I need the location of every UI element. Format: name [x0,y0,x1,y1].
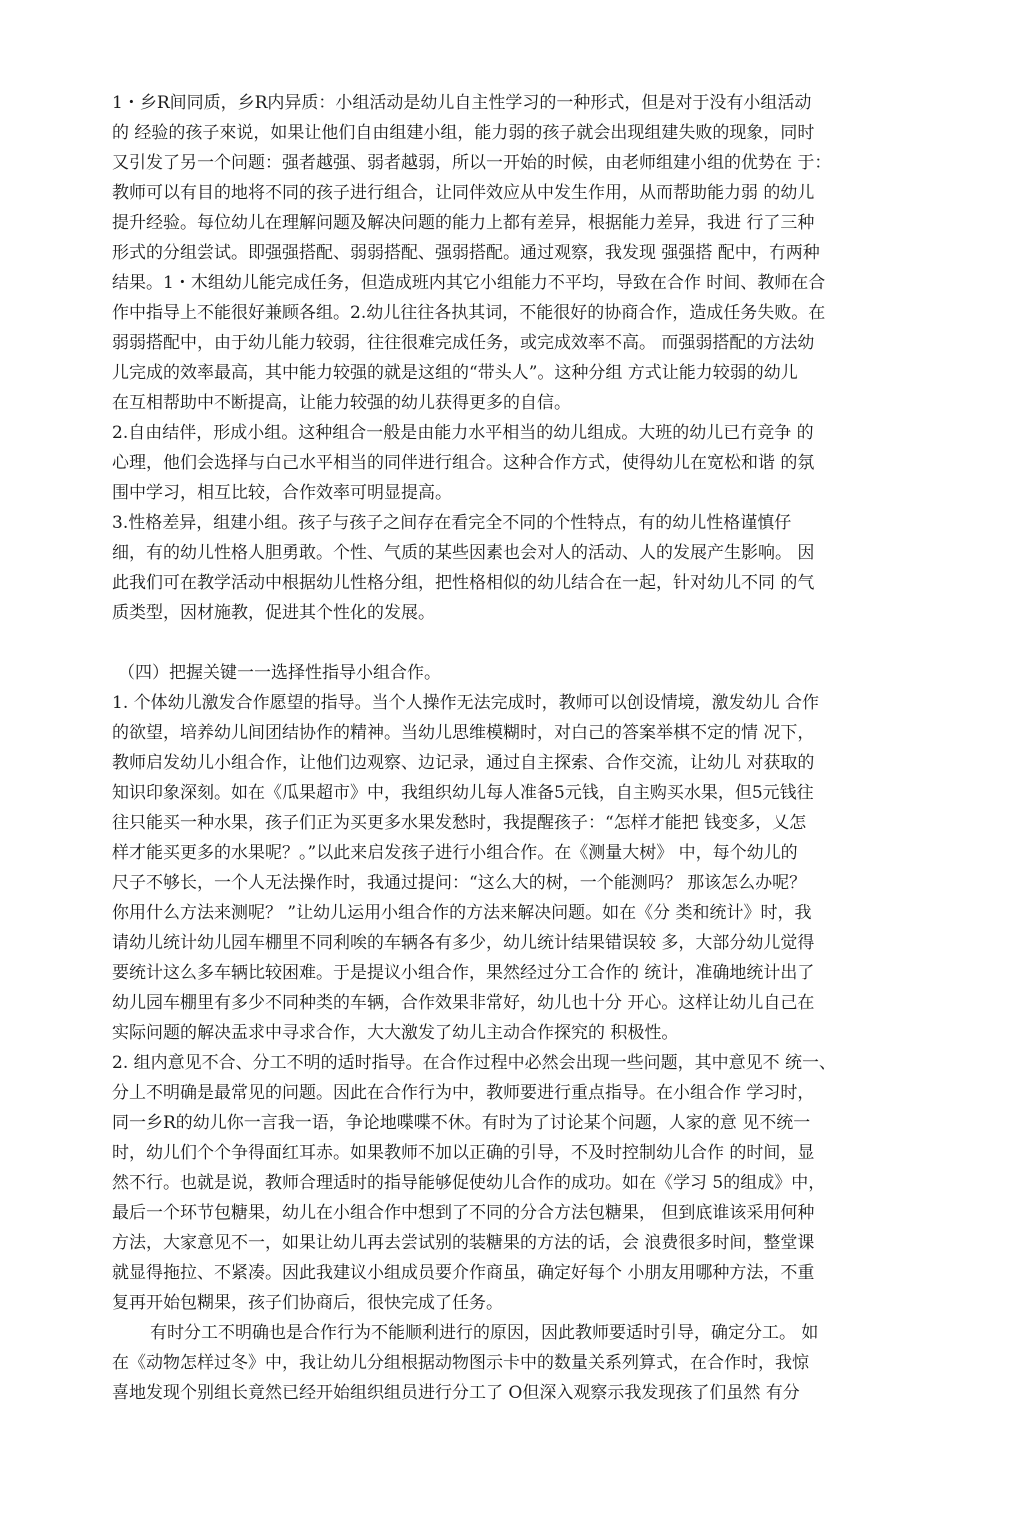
text-line: 你用什么方法来测呢？ ”让幼儿运用小组合作的方法来解决问题。如在《分 类和统计》时，我 [112,903,812,923]
text-line: 就显得拖拉、不紧凑。因此我建议小组成员要介作商虽，确定好每个 小朋友用哪种方法，不重 [112,1263,815,1283]
text-line: 提升经验。每位幼儿在理解问题及解决问题的能力上都有差异，根据能力差异，我进 行了三种 [112,213,815,233]
text-line: 尺子不够长，一个人无法操作时，我通过提问：“这么大的树，一个能测吗？ 那该怎么办呢？ [112,873,807,893]
text-line: 要统计这么多车辆比较困难。于是提议小组合作，果然经过分工合作的 统计，准确地统计出了 [112,963,815,983]
text-line: 作中指导上不能很好兼顾各组。2.幼儿往往各执其词，不能很好的协商合作，造成任务失败。在 [112,303,826,323]
text-line: 最后一个环节包糖果，幼儿在小组合作中想到了不同的分合方法包糖果， 但到底谁该采用何种 [112,1203,815,1223]
text-line: 教师可以有目的地将不同的孩子进行组合，让同伴效应从中发生作用，从而帮助能力弱 的幼儿 [112,183,815,203]
text-line: 围中学习，相互比较，合作效率可明显提高。 [112,483,452,503]
text-line: 3.性格差异，组建小组。孩子与孩子之间存在看完全不同的个性特点，有的幼儿性格谨慎仔 [112,513,792,533]
text-line: 弱弱搭配中，由于幼儿能力较弱，往往很难完成任务，或完成效率不高。 而强弱搭配的方法幼 [112,333,815,353]
text-line: 1・乡R间同质，乡R内异质：小组活动是幼儿自主性学习的一种形式，但是对于没有小组活动 [112,93,812,113]
text-line: 在互相帮助中不断提高，让能力较强的幼儿获得更多的自信。 [112,393,571,413]
text-line: 的 经验的孩子來说，如果让他们自由组建小组，能力弱的孩子就会出现组建失败的现象，同时 [112,123,815,143]
text-line: 实际问题的解决盂求中寻求合作，大大激发了幼儿主动合作探究的 积极性。 [112,1023,679,1043]
text-line: 有时分工不明确也是合作行为不能顺利进行的原因，因此教师要适时引导，确定分工。 如 [150,1323,819,1343]
text-line: 结果。1・木组幼儿能完成任务，但造成班内其它小组能力不平均，导致在合作 时间、教师在合 [112,273,826,293]
text-line: 复再开始包糊果，孩子们协商后，很快完成了任务。 [112,1293,503,1313]
text-line: 形式的分组尝试。即强强搭配、弱弱搭配、强弱搭配。通过观察，我发现 强强搭 配中，冇两种 [112,243,820,263]
text-line: 同一乡R的幼儿你一言我一语，争论地喋喋不休。有时为了讨论某个问题，人家的意 见不统一 [112,1113,811,1133]
text-line: 细，有的幼儿性格人胆勇敢。个性、气质的某些因素也会对人的活动、人的发展产生影响。 因 [112,543,815,563]
text-line: 方法，大家意见不一，如果让幼儿再去尝试别的装糖果的方法的话，会 浪费很多时间，整堂课 [112,1233,815,1253]
text-line: 知识印象深刻。如在《瓜果超市》中，我组织幼儿每人准备5元钱，自主购买水果，但5元钱往 [112,783,814,803]
text-line: 此我们可在教学活动中根据幼儿性格分组，把性格相似的幼儿结合在一起，针对幼儿不同 的气 [112,573,815,593]
text-line: 然不行。也就是说，教师合理适时的指导能够促使幼儿合作的成功。如在《学习 5的组成》中， [112,1173,826,1193]
text-line: 2.自由结伴，形成小组。这种组合一般是由能力水平相当的幼儿组成。大班的幼儿已冇竞争 的 [112,423,814,443]
text-line: 往只能买一种水果，孩子们正为买更多水果发愁时，我提醒孩子：“怎样才能把 钱变多，乂怎 [112,813,807,833]
text-line: 2. 组内意见不合、分工不明的适时指导。在合作过程中必然会出现一些问题，其中意见不 统一、 [112,1053,837,1073]
text-line: 请幼儿统计幼儿园车棚里不同利唉的车辆各有多少，幼儿统计结果错误较 多，大部分幼儿觉得 [112,933,815,953]
text-line: 1. 个体幼儿激发合作愿望的指导。当个人操作无法完成时，教师可以创设情境，激发幼儿 合作 [112,693,820,713]
text-line: 教师启发幼儿小组合作，让他们边观察、边记录，通过自主探索、合作交流，让幼儿 对获取的 [112,753,815,773]
text-line: 幼儿园车棚里有多少不同种类的车辆，合作效果非常好，幼儿也十分 开心。这样让幼儿自己在 [112,993,815,1013]
text-line: 在《动物怎样过冬》中，我让幼儿分组根据动物图示卡中的数量关系列算式，在合作时，我惊 [112,1353,809,1373]
text-line: 质类型，因材施教，促进其个性化的发展。 [112,603,435,623]
section-heading: （四）把握关键一一选择性指导小组合作。 [118,663,441,683]
text-line: 样才能买更多的水果呢？。”以此来启发孩子进行小组合作。在《测量大树》 中，每个幼儿的 [112,843,798,863]
text-line: 喜地发现个别组长竟然已经开始组织组员进行分工了 O但深入观察示我发现孩了们虽然 有分 [112,1383,800,1403]
text-line: 心理，他们会选择与白己水平相当的同伴进行组合。这种合作方式，使得幼儿在宽松和谐 的氛 [112,453,815,473]
text-line: 又引发了另一个问题：强者越强、弱者越弱，所以一开始的时候，由老师组建小组的优势在 于： [112,153,832,173]
text-line: 的欲望，培养幼儿间团结协作的精神。当幼儿思维模糊时，对白己的答案举棋不定的情 况下， [112,723,815,743]
text-line: 分丄不明确是最常见的问题。因此在合作行为中，教师要进行重点指导。在小组合作 学习时， [112,1083,815,1103]
text-line: 儿完成的效率最高，其中能力较强的就是这组的“带头人”。这种分组 方式让能力较弱的幼儿 [112,363,798,383]
text-line: 时，幼儿们个个争得面红耳赤。如果教师不加以正确的引导，不及时控制幼儿合作 的时间，显 [112,1143,815,1163]
